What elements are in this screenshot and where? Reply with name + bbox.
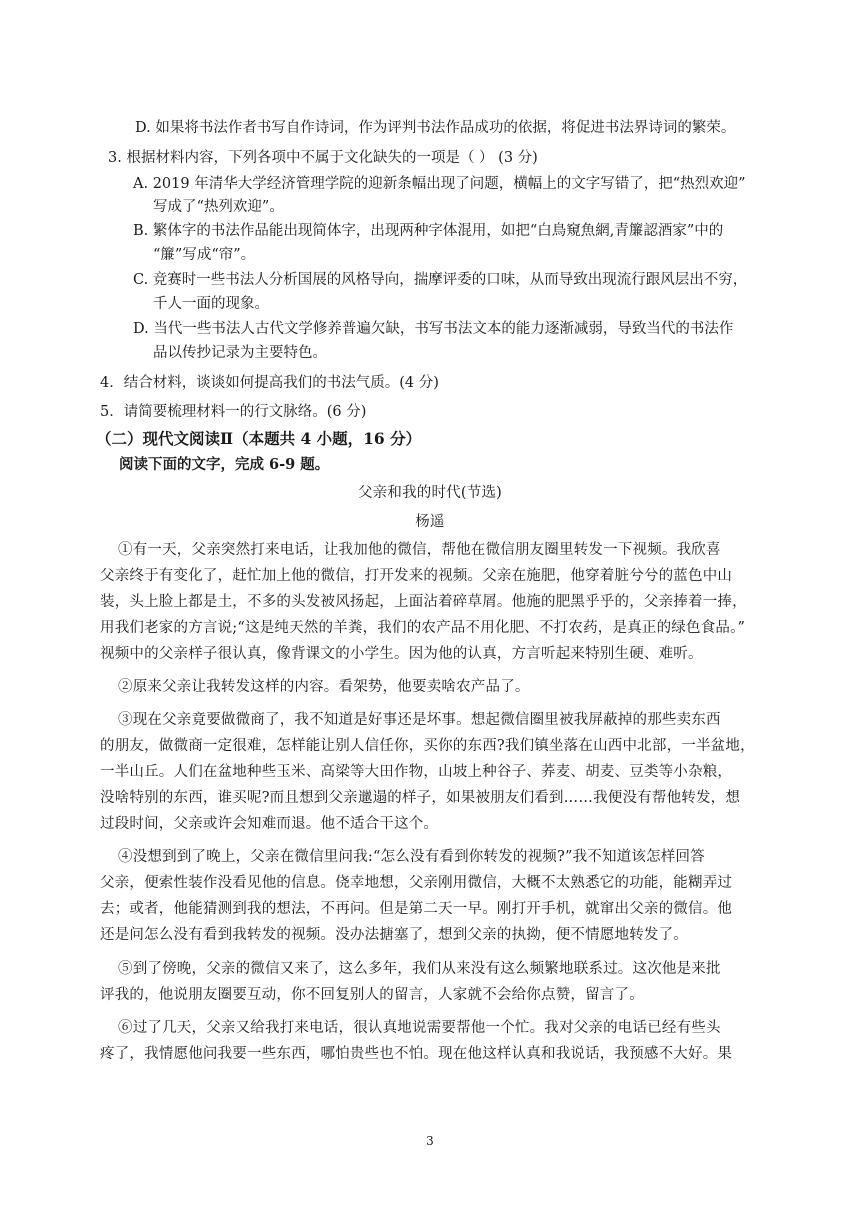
q3-option-c-line1: C. 竞赛时一些书法人分析国展的风格导向，揣摩评委的口味，从而导致出现流行跟风层出不穷， (133, 272, 748, 288)
article-line: ⑥过了几天，父亲又给我打来电话，很认真地说需要帮他一个忙。我对父亲的电话已经有些头 (118, 1020, 721, 1036)
article-line: 父亲，便索性装作没看见他的信息。侥幸地想，父亲刚用微信，大概不太熟悉它的功能，能糊弄过 (100, 875, 733, 891)
article-line: 过段时间，父亲或许会知难而退。他不适合干这个。 (100, 816, 439, 832)
q3-option-c-line2: 千人一面的现象。 (153, 296, 269, 312)
article-line: 还是问怎么没有看到我转发的视频。没办法搪塞了，想到父亲的执拗，便不情愿地转发了。 (100, 927, 688, 943)
question-4: 4．结合材料，谈谈如何提高我们的书法气质。(4 分) (100, 375, 439, 391)
article-line: 用我们老家的方言说;“这是纯天然的羊粪，我们的农产品不用化肥、不打农药，是真正的绿色食品。” (100, 620, 746, 636)
section-instruction: 阅读下面的文字，完成 6-9 题。 (119, 456, 330, 473)
q3-option-a-line2: 写成了“热列欢迎”。 (153, 199, 284, 215)
section-heading: （二）现代文阅读Ⅱ（本题共 4 小题，16 分） (96, 429, 422, 448)
article-title: 父亲和我的时代(节选) (357, 485, 502, 501)
article-line: 的朋友，做微商一定很难，怎样能让别人信任你，买你的东西?我们镇坐落在山西中北部，一半盆地， (100, 738, 755, 754)
article-line: 装，头上脸上都是土，不多的头发被风扬起，上面沾着碎草屑。他施的肥黑乎乎的，父亲捧着一捧， (100, 594, 747, 610)
article-line: ①有一天，父亲突然打来电话，让我加他的微信，帮他在微信朋友圈里转发一下视频。我欣喜 (118, 542, 721, 558)
article-line: 父亲终于有变化了，赶忙加上他的微信，打开发来的视频。父亲在施肥，他穿着脏兮兮的蓝色中山 (100, 568, 733, 584)
article-line: 去；或者，他能猜测到我的想法，不再问。但是第二天一早。刚打开手机，就窜出父亲的微信。他 (100, 901, 733, 917)
article-line: ②原来父亲让我转发这样的内容。看架势，他要卖啥农产品了。 (118, 679, 530, 695)
article-line: 没啥特别的东西，谁买呢?而且想到父亲邋遢的样子，如果被朋友们看到……我便没有帮他转发，想 (100, 790, 741, 806)
q3-option-d-line2: 品以传抄记录为主要特色。 (153, 345, 327, 361)
article-line: 视频中的父亲样子很认真，像背课文的小学生。因为他的认真，方言听起来特别生硬、难听。 (100, 646, 703, 662)
q2-option-d: D. 如果将书法作者书写自作诗词，作为评判书法作品成功的依据，将促进书法界诗词的繁荣。 (135, 120, 736, 136)
q3-option-d-line1: D. 当代一些书法人古代文学修养普遍欠缺，书写书法文本的能力逐渐减弱，导致当代的书法作 (133, 321, 734, 337)
article-author: 杨遥 (415, 514, 445, 530)
q3-option-b-line1: B. 繁体字的书法作品能出现简体字，出现两种字体混用，如把“白鳥窺魚網,青簾認酒家”中的 (133, 223, 724, 239)
page-number: 3 (426, 1134, 434, 1148)
article-line: 一半山丘。人们在盆地种些玉米、高梁等大田作物，山坡上种谷子、荞麦、胡麦、豆类等小杂粮， (100, 764, 733, 780)
q3-option-a-line1: A. 2019 年清华大学经济管理学院的迎新条幅出现了问题，横幅上的文字写错了，把“热烈欢迎” (133, 176, 746, 192)
article-line: 评我的，他说朋友圈要互动，你不回复别人的留言，人家就不会给你点赞，留言了。 (100, 987, 644, 1003)
article-line: ③现在父亲竟要做微商了，我不知道是好事还是坏事。想起微信圈里被我屏蔽掉的那些卖东西 (118, 712, 721, 728)
article-line: ⑤到了傍晚，父亲的微信又来了，这么多年，我们从来没有这么频繁地联系过。这次他是来批 (118, 961, 721, 977)
q3-option-b-line2: “簾”写成“帘”。 (153, 247, 256, 263)
question-5: 5．请简要梳理材料一的行文脉络。(6 分) (100, 404, 367, 420)
q3-stem: 3. 根据材料内容，下列各项中不属于文化缺失的一项是（ ） (3 分) (108, 150, 538, 166)
article-line: ④没想到到了晚上，父亲在微信里问我:“怎么没有看到你转发的视频?”我不知道该怎样回答 (118, 849, 705, 865)
article-line: 疼了，我情愿他问我要一些东西，哪怕贵些也不怕。现在他这样认真和我说话，我预感不大好。果 (100, 1046, 733, 1062)
